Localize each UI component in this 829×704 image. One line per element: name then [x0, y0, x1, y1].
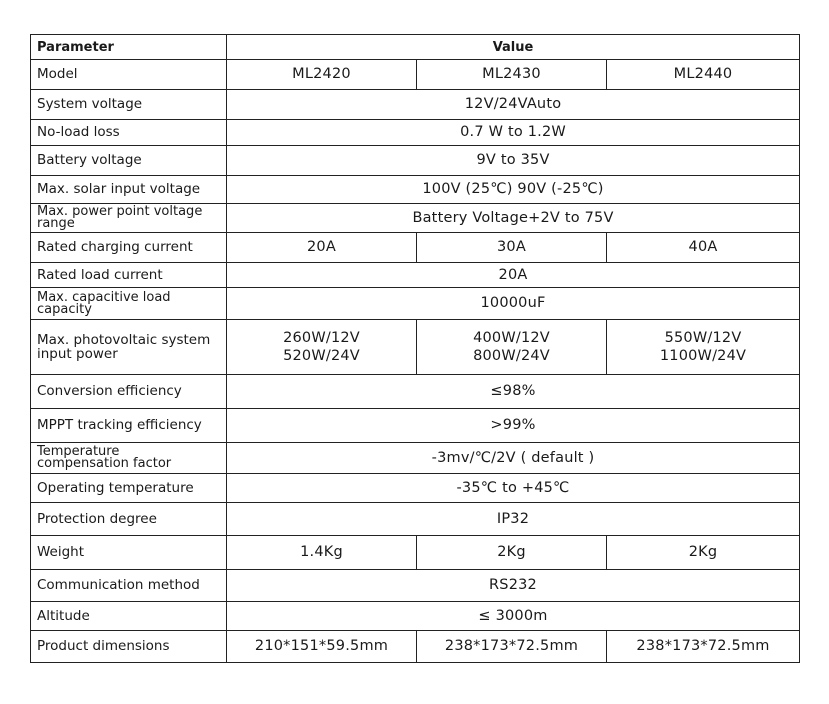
row-mppt-efficiency: [31, 409, 800, 443]
value-cell: 10000uF: [227, 288, 800, 320]
param-label: Operating temperature: [31, 474, 227, 503]
param-label: No-load loss: [31, 120, 227, 146]
row-rated-load-current: [31, 263, 800, 288]
param-label: Communication method: [31, 570, 227, 602]
value-cell: -3mv/℃/2V ( default ): [227, 443, 800, 474]
row-system-voltage: [31, 90, 800, 120]
header-row: [31, 35, 800, 60]
header-value: Value: [227, 35, 800, 60]
row-conversion-efficiency: [31, 375, 800, 409]
param-label: MPPT tracking efficiency: [31, 409, 227, 443]
row-mppt-voltage-range: [31, 204, 800, 233]
value-cell: >99%: [227, 409, 800, 443]
value-line: 550W/12V: [664, 329, 742, 346]
row-operating-temperature: [31, 474, 800, 503]
value-cell: 2Kg: [417, 536, 607, 570]
value-cell: ≤98%: [227, 375, 800, 409]
row-protection-degree: [31, 503, 800, 536]
param-label: Model: [31, 60, 227, 90]
row-no-load-loss: [31, 120, 800, 146]
value-cell: [227, 320, 417, 375]
param-label-line: Temperature: [37, 444, 120, 460]
param-label: Max. solar input voltage: [31, 176, 227, 204]
value-cell: ML2440: [607, 60, 800, 90]
value-line: 260W/12V: [283, 329, 360, 346]
value-line: 800W/24V: [473, 348, 550, 364]
param-label: Product dimensions: [31, 631, 227, 663]
value-cell: RS232: [227, 570, 800, 602]
value-line: 400W/12V: [473, 329, 550, 346]
row-temp-compensation: [31, 443, 800, 474]
value-line: 520W/24V: [283, 348, 360, 364]
value-cell: IP32: [227, 503, 800, 536]
param-label: Battery voltage: [31, 146, 227, 176]
value-cell: [417, 320, 607, 375]
value-line: 1100W/24V: [659, 348, 747, 364]
param-label: Rated load current: [31, 263, 227, 288]
value-cell: 238*173*72.5mm: [607, 631, 800, 663]
param-label-line: Max. photovoltaic system: [37, 331, 211, 348]
value-cell: 210*151*59.5mm: [227, 631, 417, 663]
row-weight: [31, 536, 800, 570]
value-cell: 20A: [227, 263, 800, 288]
value-cell: ML2420: [227, 60, 417, 90]
value-cell: ≤ 3000m: [227, 602, 800, 631]
param-label-line: input power: [37, 346, 118, 362]
param-label: [31, 320, 227, 375]
param-label: Max. power point voltage range: [31, 204, 227, 233]
param-label: Max. capacitive load capacity: [31, 288, 227, 320]
value-cell: 238*173*72.5mm: [417, 631, 607, 663]
row-altitude: [31, 602, 800, 631]
value-cell: 9V to 35V: [227, 146, 800, 176]
value-cell: ML2430: [417, 60, 607, 90]
param-label: Weight: [31, 536, 227, 570]
param-label: [31, 443, 227, 474]
param-label: Rated charging current: [31, 233, 227, 263]
value-cell: 12V/24VAuto: [227, 90, 800, 120]
row-pv-input-power: [31, 320, 800, 375]
param-label: Altitude: [31, 602, 227, 631]
param-label: Protection degree: [31, 503, 227, 536]
value-cell: 40A: [607, 233, 800, 263]
value-cell: 1.4Kg: [227, 536, 417, 570]
value-cell: 0.7 W to 1.2W: [227, 120, 800, 146]
row-battery-voltage: [31, 146, 800, 176]
value-cell: Battery Voltage+2V to 75V: [227, 204, 800, 233]
value-cell: 20A: [227, 233, 417, 263]
value-cell: 2Kg: [607, 536, 800, 570]
value-cell: [607, 320, 800, 375]
param-label: System voltage: [31, 90, 227, 120]
param-label-line: compensation factor: [37, 456, 172, 471]
row-capacitive-load: [31, 288, 800, 320]
row-model: [31, 60, 800, 90]
value-cell: -35℃ to +45℃: [227, 474, 800, 503]
header-parameter: Parameter: [31, 35, 227, 60]
value-cell: 100V (25℃) 90V (-25℃): [227, 176, 800, 204]
row-product-dimensions: [31, 631, 800, 663]
param-label: Conversion efficiency: [31, 375, 227, 409]
value-cell: 30A: [417, 233, 607, 263]
row-rated-charging-current: [31, 233, 800, 263]
row-communication-method: [31, 570, 800, 602]
spec-table: [30, 34, 800, 663]
row-max-solar-input-voltage: [31, 176, 800, 204]
